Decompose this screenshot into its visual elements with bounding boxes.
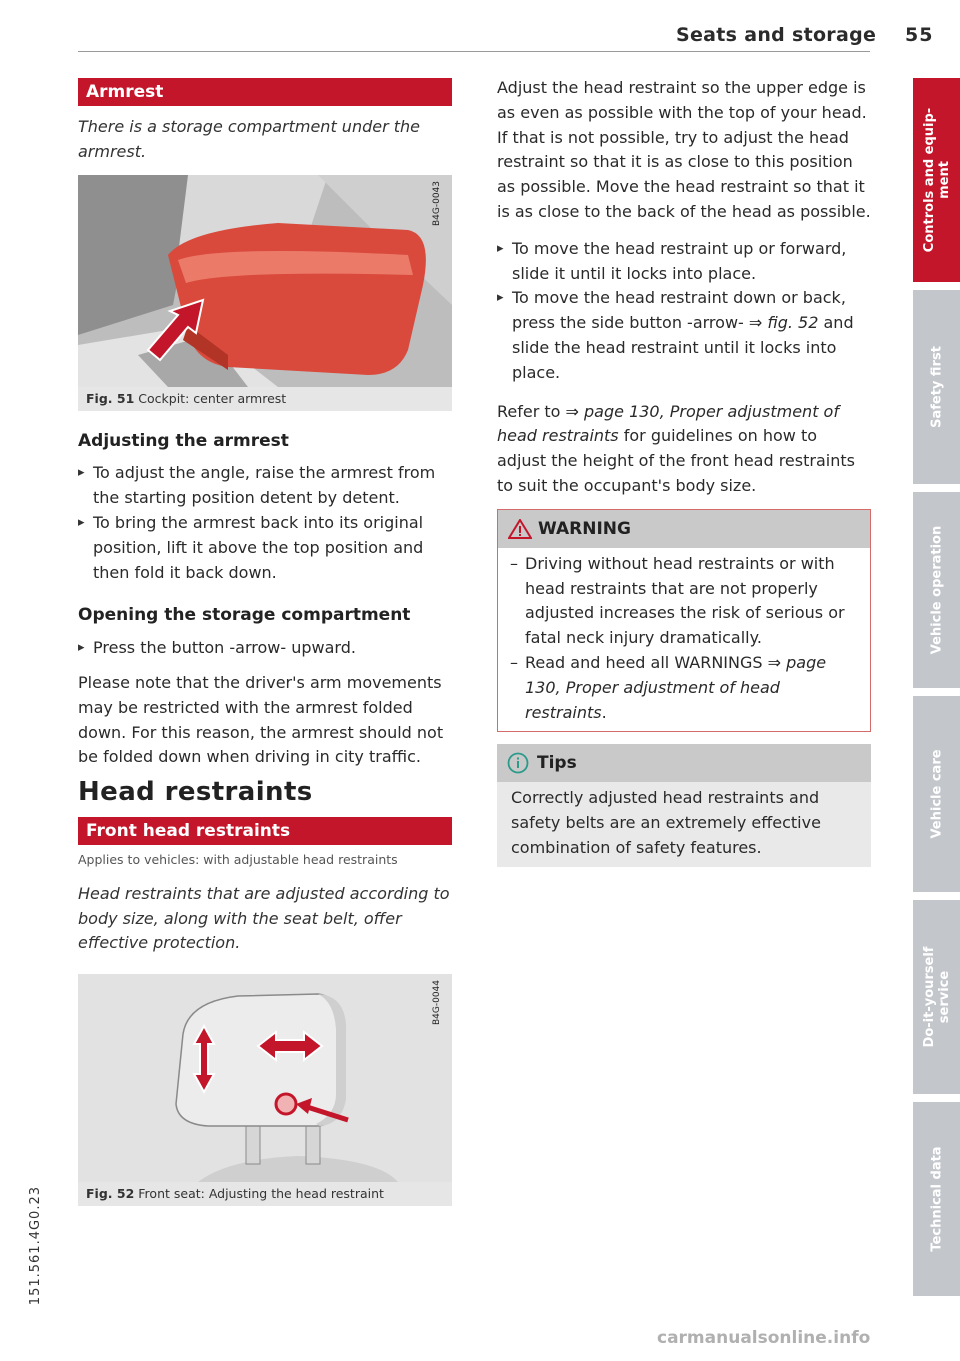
figure-label: Fig. 51 [86,390,135,406]
tab-safety-first[interactable] [913,290,960,484]
list-item: – Driving without head restraints or with head restraints that are not properly adjusted increases the risk of serious or fatal neck injury dramatically. [510,552,858,651]
warning-text: . [601,702,607,722]
step-text: and slide the head restraint until it locks into place. [512,313,854,382]
tab-technical-data[interactable] [913,1102,960,1296]
figure-caption-text: Front seat: Adjusting the head restraint [138,1186,384,1202]
list-item [497,286,871,385]
tips-box [497,744,871,866]
warning-title: WARNING [538,518,631,539]
warning-header [498,510,870,548]
step-text: To move the head restraint down or back, press the side button -arrow- [512,288,846,333]
applies-to-note: Applies to vehicles: with adjustable head restraints [78,851,398,867]
list-item: ▸ To move the head restraint up or forward, slide it until it locks into place. [497,237,871,287]
adjust-paragraph: Adjust the head restraint so the upper edge is as even as possible with the top of your head. If that is not possible, try to adjust the head restraint so that it is as close to this position as possible. Move the head restraint so that it is as close to the back of the head as possible. [497,78,871,221]
list-item: ▸ Press the button -arrow- upward. [78,636,452,661]
tab-label: Technical data [929,1146,944,1252]
tab-label: Controls and equip- ment [921,107,952,253]
left-column [78,78,452,1206]
list-item [510,651,858,725]
tab-label: Do-it-yourself service [921,946,952,1048]
tab-label: Vehicle care [929,749,944,839]
armrest-photo [78,175,452,387]
figure-label: Fig. 52 [86,1186,135,1202]
storage-heading: Opening the storage compartment [78,605,411,626]
list-item: ▸ To bring the armrest back into its original position, lift it above the top position and then fold it back down. [78,511,452,585]
tab-vehicle-care[interactable] [913,696,960,892]
refer-paragraph [497,400,871,499]
adjusting-armrest-heading: Adjusting the armrest [78,430,289,451]
right-column [497,76,871,867]
fig-52-link[interactable]: ⇒ fig. 52 [748,313,819,333]
warning-triangle-icon [508,519,532,539]
tips-header [497,744,871,782]
head-restraint-steps [497,237,871,386]
tab-vehicle-operation[interactable] [913,492,960,688]
figure-code: B4G-0044 [432,980,443,1026]
warning-text: Read and heed all WARNINGS [525,652,768,672]
page-number: 55 [905,24,934,46]
document-code: 151.561.4G0.23 [28,1186,43,1306]
adjust-list [78,461,452,585]
tab-label: Vehicle operation [929,525,944,655]
list-item: ▸ To adjust the angle, raise the armrest from the starting position detent by detent. [78,461,452,511]
figure-code: B4G-0043 [432,180,443,226]
info-icon [507,752,529,774]
refer-text: Refer to [497,401,566,421]
figure-caption-text: Cockpit: center armrest [138,390,287,406]
figure-51 [78,175,452,387]
warning-box [497,509,871,733]
head-restraints-intro: Head restraints that are adjusted according to body size, along with the seat belt, offer effective protection. [78,883,450,953]
armrest-note: Please note that the driver's arm movements may be restricted with the armrest folded down. For this reason, the armrest should not be folded down when driving in city traffic. [78,672,444,767]
header-rule [78,51,870,52]
tab-label: Safety first [929,346,944,428]
refer-text: for guidelines on how to adjust the height of the front head restraints to suit the occupant's body size. [497,426,855,495]
page-130-link[interactable]: ⇒ page 130, Proper adjustment of head restraints [525,652,827,722]
watermark: carmanualsonline.info [657,1328,871,1348]
front-head-restraints-heading: Front head restraints [78,817,452,845]
head-restraint-photo [78,974,452,1182]
figure-52 [78,974,452,1182]
tab-controls-and-equipment[interactable] [913,78,960,282]
running-header-title: Seats and storage [676,24,877,46]
figure-52-caption [78,1182,452,1206]
figure-51-caption [78,387,452,411]
tips-title: Tips [537,753,577,774]
page-130-link[interactable]: ⇒ page 130, Proper adjustment of head restraints [497,401,839,446]
storage-list [78,636,452,661]
tab-do-it-yourself-service[interactable] [913,900,960,1094]
tips-body: Correctly adjusted head restraints and safety belts are an extremely effective combination of safety features. [511,788,821,857]
warning-list [498,548,870,732]
section-heading-armrest: Armrest [78,78,452,106]
head-restraints-heading: Head restraints [78,777,313,808]
armrest-intro: There is a storage compartment under the armrest. [78,117,421,161]
